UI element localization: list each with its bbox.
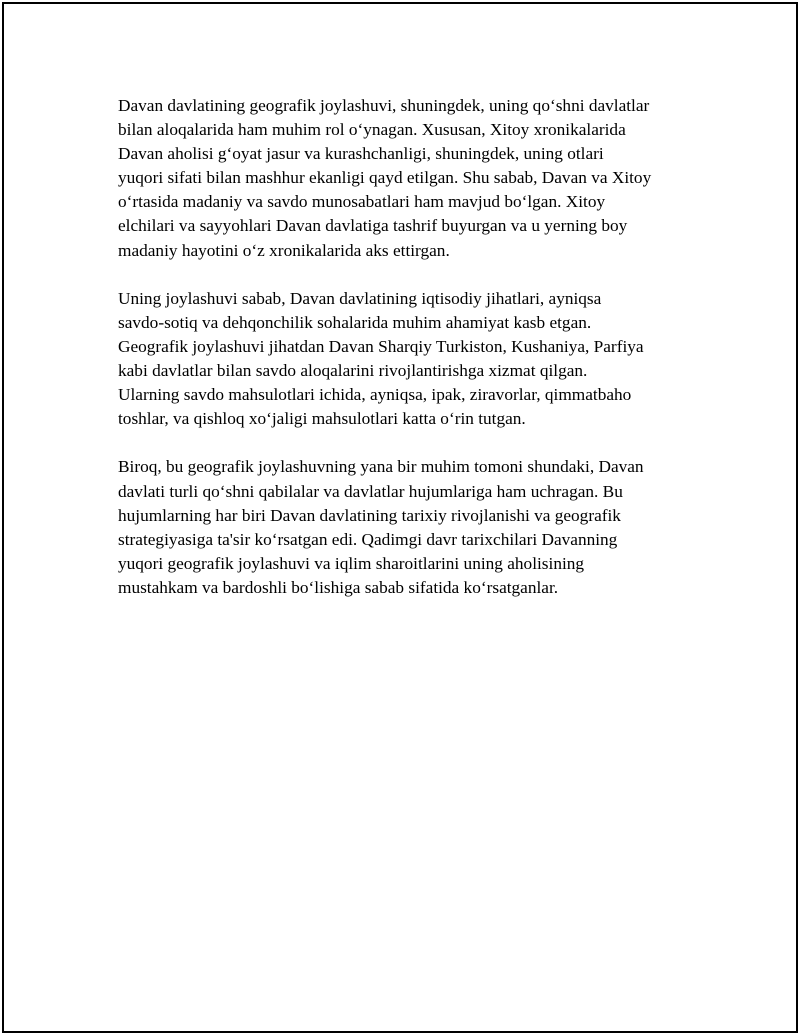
paragraph-2 bbox=[118, 287, 708, 432]
document-body bbox=[118, 94, 708, 624]
text-line: Davan aholisi g‘oyat jasur va kurashchanligi, shuningdek, uning otlari bbox=[118, 144, 604, 164]
text-line: o‘rtasida madaniy va savdo munosabatlari ham mavjud bo‘lgan. Xitoy bbox=[118, 192, 606, 212]
paragraph-1 bbox=[118, 94, 708, 263]
text-line: Geografik joylashuvi jihatdan Davan Sharqiy Turkiston, Kushaniya, Parfiya bbox=[118, 336, 644, 356]
text-line: strategiyasiga ta'sir ko‘rsatgan edi. Qadimgi davr tarixchilari Davanning bbox=[118, 529, 618, 549]
text-line: hujumlarning har biri Davan davlatining tarixiy rivojlanishi va geografik bbox=[118, 505, 621, 525]
text-line: yuqori geografik joylashuvi va iqlim sharoitlarini uning aholisining bbox=[118, 553, 585, 573]
paragraph-3 bbox=[118, 455, 708, 600]
text-line: mustahkam va bardoshli bo‘lishiga sabab sifatida ko‘rsatganlar. bbox=[118, 577, 559, 597]
text-line: kabi davlatlar bilan savdo aloqalarini rivojlantirishga xizmat qilgan. bbox=[118, 361, 588, 381]
text-line: Biroq, bu geografik joylashuvning yana bir muhim tomoni shundaki, Davan bbox=[118, 457, 644, 477]
text-line: yuqori sifati bilan mashhur ekanligi qayd etilgan. Shu sabab, Davan va Xitoy bbox=[118, 168, 652, 188]
text-line: davlati turli qo‘shni qabilalar va davlatlar hujumlariga ham uchragan. Bu bbox=[118, 481, 623, 501]
text-line: madaniy hayotini o‘z xronikalarida aks ettirgan. bbox=[118, 240, 450, 260]
text-line: Davan davlatining geografik joylashuvi, shuningdek, uning qo‘shni davlatlar bbox=[118, 96, 650, 115]
text-line: Ularning savdo mahsulotlari ichida, ayniqsa, ipak, ziravorlar, qimmatbaho bbox=[118, 385, 632, 405]
text-line: elchilari va sayyohlari Davan davlatiga tashrif buyurgan va u yerning boy bbox=[118, 216, 628, 236]
text-line: Uning joylashuvi sabab, Davan davlatining iqtisodiy jihatlari, ayniqsa bbox=[118, 288, 602, 308]
text-line: bilan aloqalarida ham muhim rol o‘ynagan. Xususan, Xitoy xronikalarida bbox=[118, 120, 626, 140]
text-line: savdo-sotiq va dehqonchilik sohalarida muhim ahamiyat kasb etgan. bbox=[118, 312, 592, 332]
text-line: toshlar, va qishloq xo‘jaligi mahsulotlari katta o‘rin tutgan. bbox=[118, 409, 526, 429]
